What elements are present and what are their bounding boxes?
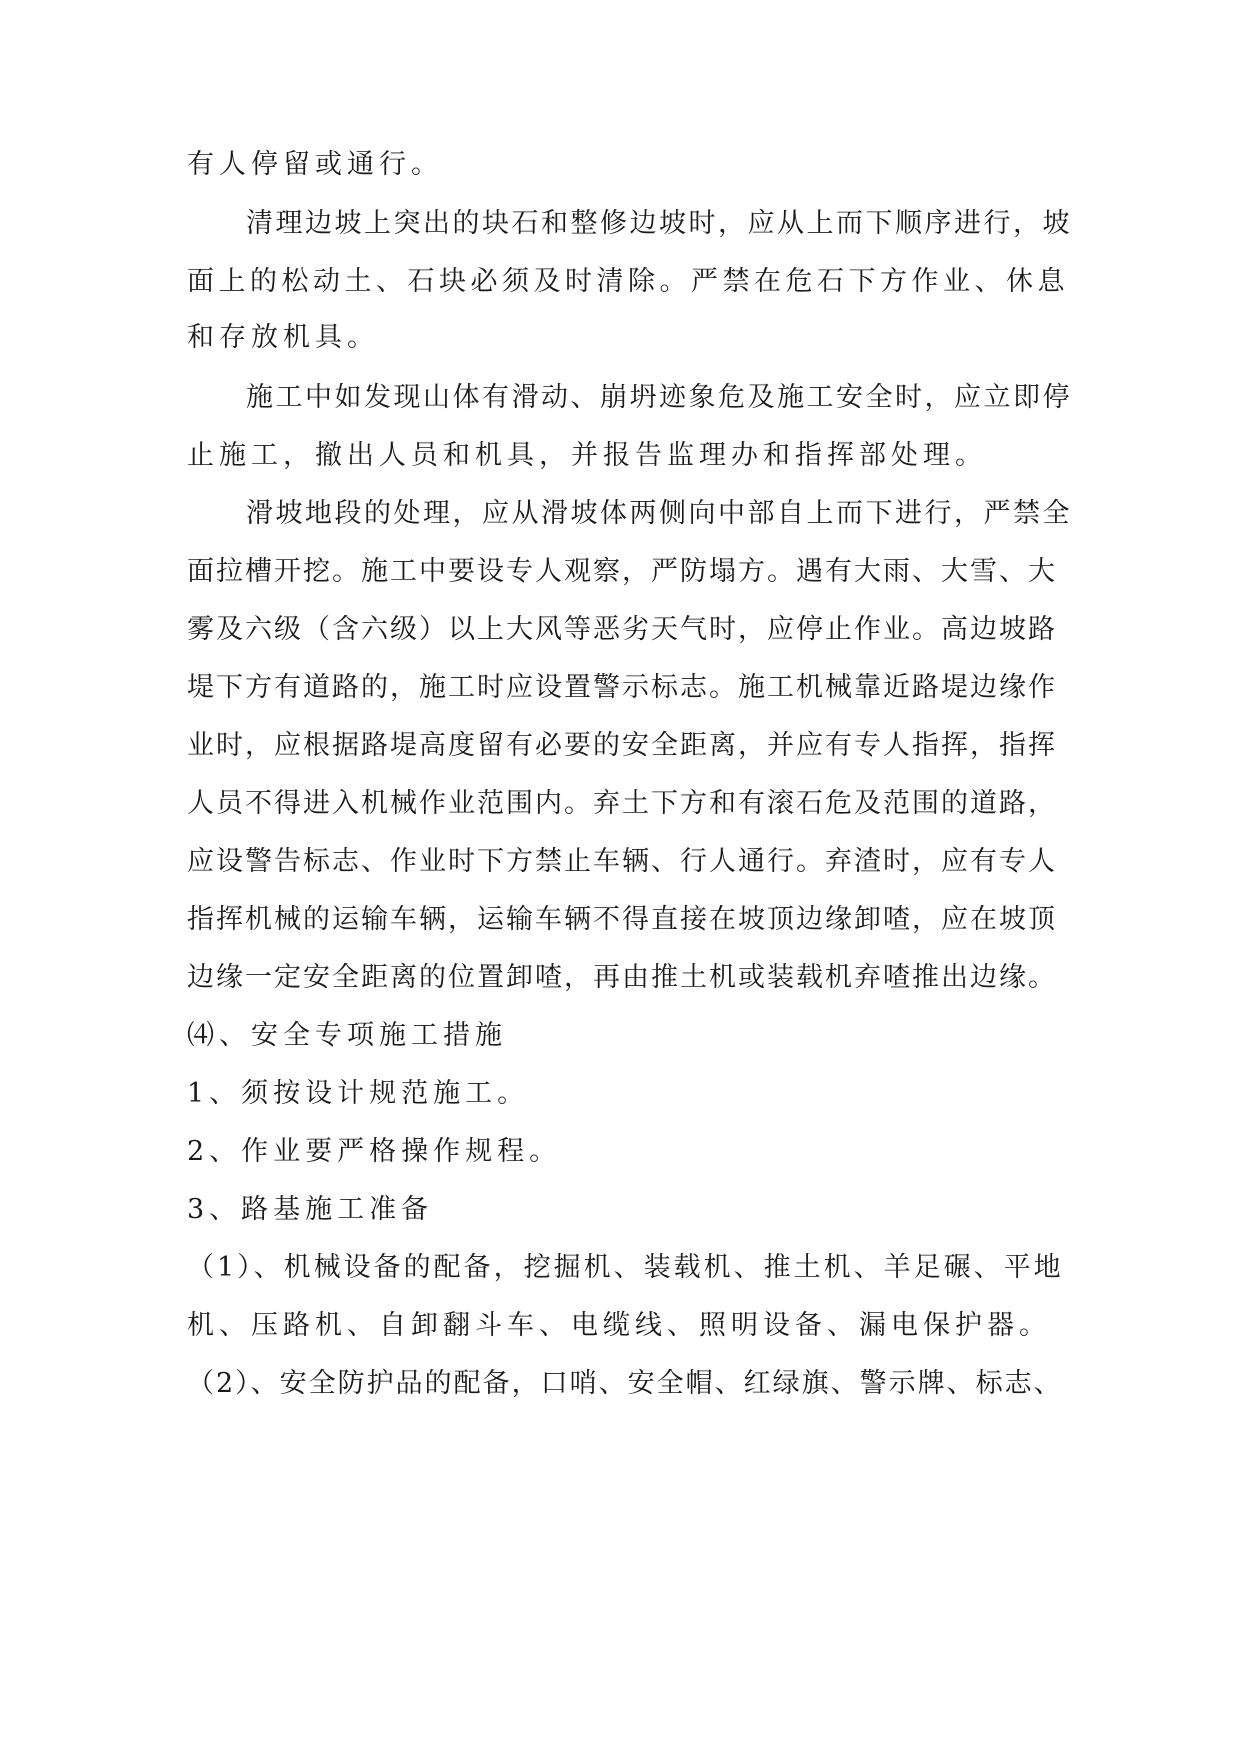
text-line: 有人停留或通行。	[187, 149, 443, 180]
text-line: 指挥机械的运输车辆，运输车辆不得直接在坡顶边缘卸喳，应在坡顶	[187, 904, 1057, 935]
text-line: 应设警告标志、作业时下方禁止车辆、行人通行。弃渣时，应有专人	[187, 846, 1057, 877]
list-item: 1、须按设计规范施工。	[187, 1078, 530, 1109]
text-line: 堤下方有道路的，施工时应设置警示标志。施工机械靠近路堤边缘作	[187, 672, 1057, 703]
text-line: 边缘一定安全距离的位置卸喳，再由推土机或装载机弃喳推出边缘。	[187, 962, 1057, 993]
text-line: 面上的松动土、石块必须及时清除。严禁在危石下方作业、休息	[187, 266, 1069, 297]
text-line: 止施工，撤出人员和机具，并报告监理办和指挥部处理。	[187, 440, 987, 471]
text-line: 业时，应根据路堤高度留有必要的安全距离，并应有专人指挥，指挥	[187, 730, 1057, 761]
text-line: 人员不得进入机械作业范围内。弃土下方和有滚石危及范围的道路，	[187, 788, 1057, 819]
section-heading: ⑷、安全专项施工措施	[187, 1020, 507, 1051]
text-line: 清理边坡上突出的块石和整修边坡时，应从上而下顺序进行，坡	[246, 208, 1072, 239]
text-line: 滑坡地段的处理，应从滑坡体两侧向中部自上而下进行，严禁全	[246, 498, 1072, 529]
list-item: 3、路基施工准备	[187, 1194, 434, 1225]
text-line: 面拉槽开挖。施工中要设专人观察，严防塌方。遇有大雨、大雪、大	[187, 556, 1057, 587]
text-line: 施工中如发现山体有滑动、崩坍迹象危及施工安全时，应立即停	[246, 382, 1072, 413]
text-line: （1）、机械设备的配备，挖掘机、装载机、推土机、羊足碾、平地	[187, 1252, 1064, 1283]
list-item: 2、作业要严格操作规程。	[187, 1136, 562, 1167]
text-line: 和存放机具。	[187, 322, 379, 353]
text-line: （2）、安全防护品的配备，口哨、安全帽、红绿旗、警示牌、标志、	[187, 1368, 1063, 1399]
text-line: 机、压路机、自卸翻斗车、电缆线、照明设备、漏电保护器。	[187, 1310, 1051, 1341]
text-line: 雾及六级（含六级）以上大风等恶劣天气时，应停止作业。高边坡路	[187, 614, 1057, 645]
